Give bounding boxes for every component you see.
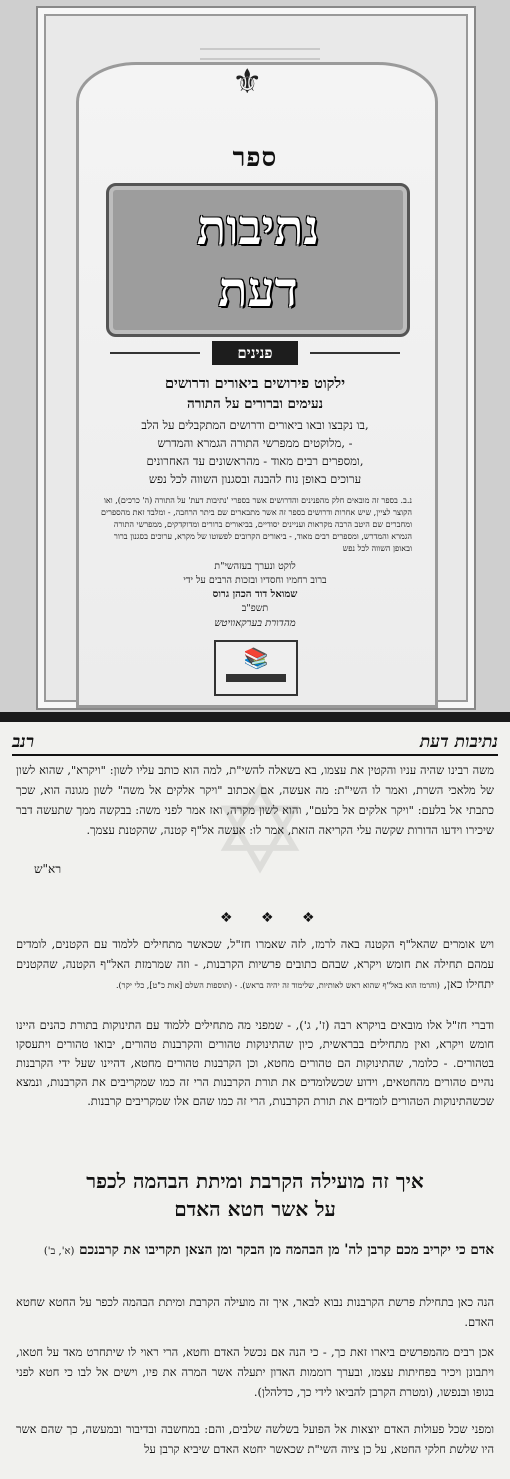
paragraph-3: ודברי חז"ל אלו מובאים בויקרא רבה (ז', ג'), - שמפני מה מתחילים ללמוד עם התינוקות בתורת כהנים היינו חומש ויקרא, ואין מתחילים בבראשית, כיון שהתינוקות טהורים והקרבנות טהורים, יבואו טהורים ויתעסקו בטהורים. - כלומר, שהתינוקות הם טהורים מחטא, וכן הקרבנות טהורים מחטא, דהיינו שעל ידי הקרבנות נהיים טהורים מהחטאים, וידוע שכשלומדים את תורת הקרבנות הרי זה כמו שמקריבים את הקרבנות, ונמצא שכשהתינוקות הטהורים לומדים את תורת הקרבנות, הרי זה כמו שהם אלו שמקריבים קרבנות. [16, 1018, 494, 1108]
edition-label: מהדורת בערקאוויטש [214, 618, 296, 629]
paragraph-5: אכן רבים מהמפרשים ביארו זאת כך, - כי הנה אם נכשל האדם וחטא, הרי ראוי לו שיתחרט מאד על חטאו, ויתבונן ויכיר בפחיתות עצמו, ובערך רוממות האדון יתעלה אשר המרה את פיו, וישים אל לבו כי חטא לפני בגופו ובנפשו, (ומטרת הקרבן להביאו לידי כך, כדלהלן). [16, 1345, 494, 1399]
book-title-line2: דעת [218, 262, 298, 318]
paragraph-2-note: (והרמז הוא באל"ף שהוא ראש לאותיות, שלימוד זה יהיה בראש). - (תוספות השלם [אות כ"ט], כלי יקר). [115, 981, 440, 990]
verse-text: אדם כי יקריב מכם קרבן לה' מן הבהמה מן הבקר ומן הצאן תקריבו את קרבנכם [79, 1242, 494, 1258]
page-number: רנב [12, 732, 35, 752]
paragraph-6: ומפני שכל פעולות האדם יוצאות אל הפועל בשלשה שלבים, והם: במחשבה ובדיבור ובמעשה, כך שהם אשר היו שלשת חלקי החטא, על כן ציוה השי"ת שכאשר יחטא האדם שיביא קרבן על [16, 1422, 494, 1456]
subtitle-line2: נעימים וברורים על התורה [186, 396, 324, 412]
book-title-line1: נתיבות [196, 200, 320, 256]
badge-rule-right [310, 352, 400, 354]
credit-line2: ברוב רחמיו וחסדיו ובזכות הרבים על ידי [183, 575, 327, 586]
credit-line1: לוקט ונערך בעזהשי"ת [214, 561, 296, 572]
verse-reference: (א', ב') [43, 1246, 75, 1257]
description-line3: ומספרים רבים מאוד - מהראשונים עד האחרונים, [146, 454, 364, 468]
logo-plate [226, 674, 286, 682]
description-line2: מלוקטים ממפרשי התורה הגמרא והמדרש, - [157, 436, 353, 450]
author-name: שמואל דוד הכהן גרוס [212, 589, 298, 600]
section-heading-line2: על אשר חטא האדם [174, 1197, 336, 1221]
sefer-label: ספר [232, 143, 278, 173]
section-separator-stars: ❖ ❖ ❖ [220, 910, 327, 926]
description-line1: בו נקבצו ובאו ביאורים ודרושים המתקבלים על הלב, [141, 418, 369, 432]
source-citation: רא"ש [34, 862, 62, 876]
watermark-emblem: ✡ [209, 762, 311, 901]
fleur-de-lis-ornament-icon: ⚜ [232, 62, 263, 102]
paragraph-2-text: ויש אומרים שהאל"ף הקטנה באה לרמז, לזה שאמרו חז"ל, שכאשר מתחילים ללמוד עם הקטנים, לומדים עמהם תחילה את חומש ויקרא, שבהם כתובים פרשיות הקרבנות, - וזה שמרמזת האל"ף הקטנה, שהקטנים יתחילו כאן, [16, 937, 494, 991]
title-page [0, 0, 510, 712]
running-header [12, 732, 498, 756]
content-page [0, 722, 510, 1479]
verse-quote [16, 1240, 494, 1262]
note-paragraph: נ.ב. בספר זה מובאים חלק מהפנינים והדרושים אשר בספרי 'נתיבות דעת' על התורה (ה' כרכים), ואו הקוצר לציין, שיש אחרות ודרושים בספר זה אשר מתבארים שם ביתר הרחבה, - ומלבד זאת מהספרים ומחברים שם היטב הרבה מקראות ועניינים יסודיים, בביאורים ברורים ומדוקדקים, ממפרשי התורה הגמרא והמדרש, ומספרים רבים מאוד, - ביאורים הקרובים לפשוטו של מקרא, ערוכים בסגנון ברור ובאופן השווה לכל נפש [100, 496, 412, 553]
description-line4: ערוכים באופן נוח להבנה ובסגנון השווה לכל נפש [148, 472, 362, 486]
publisher-logo [214, 640, 298, 696]
paragraph-1: משה רבינו שהיה עניו והקטין את עצמו, בא בשאלה להשי"ת, למה הוא כותב עליו לשון: "ויקרא", שהוא לשון של מלאכי השרת, ואמר לו השי"ת: מה אעשה, אם אכתוב "ויקר אלקים אל משה" לשון מגונה הוא, שכך כתבתי אל בלעם: "ויקר אלקים אל בלעם", והוא לשון מקרה, ואז אמר לפני משה: בבקשה ממך שתעשה דבר שיכירו וידעו הדורות שקשה עלי הקריאה הזאת, אמר לו: אעשה אל"ף קטנה, שהקטנת עצמך. [16, 763, 494, 837]
paragraph-4: הנה כאן בתחילת פרשת הקרבנות נבוא לבאר, איך זה מועילה הקרבת ומיתת הבהמה לכפר על החטא שחטא האדם. [16, 1295, 494, 1329]
peninim-badge: פנינים [212, 341, 298, 365]
page-divider [0, 712, 510, 722]
book-title-box [106, 183, 410, 337]
subtitle-line1: ילקוט פירושים ביאורים ודרושים [164, 375, 345, 392]
section-heading-line1: איך זה מועילה הקרבת ומיתת הבהמה לכפר [86, 1169, 424, 1193]
paragraph-2 [16, 934, 494, 996]
books-logo-icon: 📚 [243, 646, 269, 670]
running-title: נתיבות דעת [420, 732, 498, 752]
publication-year: תשפ"ב [241, 603, 269, 614]
badge-rule-left [110, 352, 200, 354]
